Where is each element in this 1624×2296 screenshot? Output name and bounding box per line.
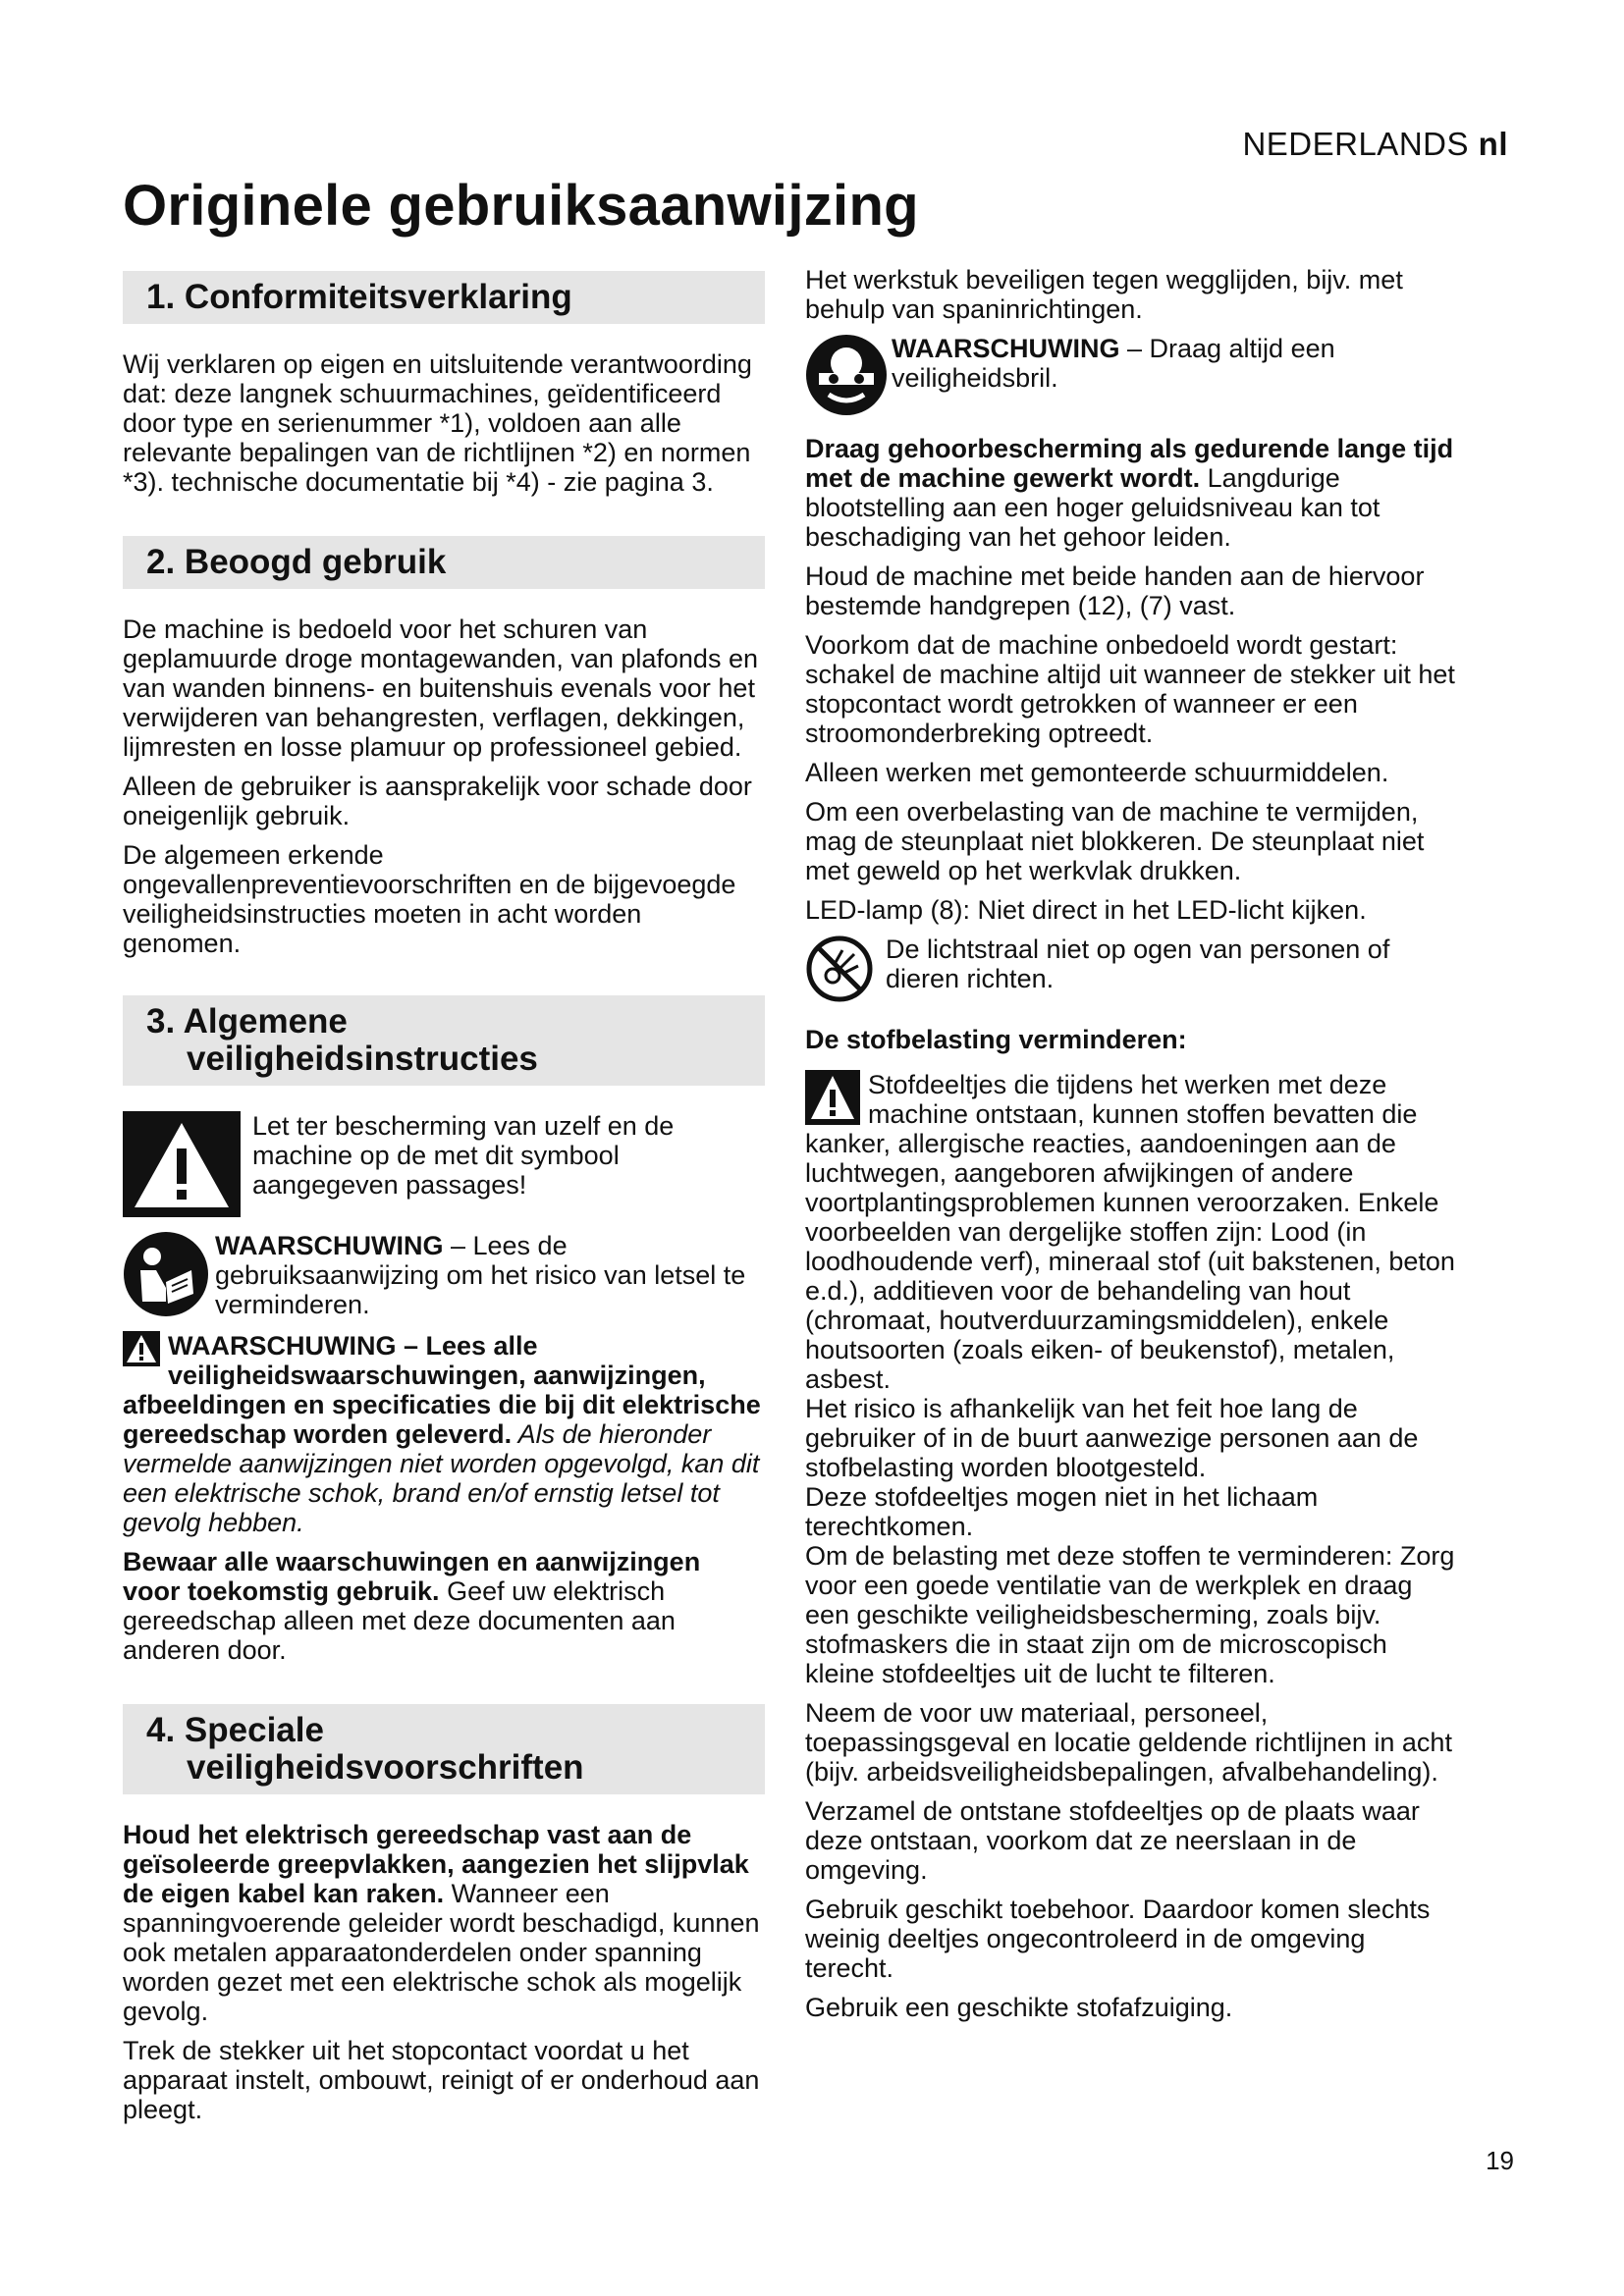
insulated-grip-bold: Houd het elektrisch gereedschap vast aan de geïsoleerde greepvlakken, aangezien het slijpvlak de eigen kabel kan raken. bbox=[123, 1820, 749, 1908]
read-manual-text bbox=[215, 1231, 765, 1319]
dust-text-1: Stofdeeltjes die tijdens het werken met deze machine ontstaan, kunnen stoffen bevatten die kanker, allergische reacties, aandoeningen aan de luchtwegen, aangeboren afwijkingen of andere voortplantingsproblemen kunnen veroorzaken. Enkele voorbeelden van dergelijke stoffen zijn: Lood (in loodhoudende verf), mineraal stof (uit bakstenen, beton e.d.), additieven voor de behandeling van hout (chromaat, houtverduurzamingsmiddelen), enkele houtsoorten (zoals eiken- of beukenstof), metalen, asbest. bbox=[805, 1070, 1455, 1394]
led-lamp-text: LED-lamp (8): Niet direct in het LED-licht kijken. bbox=[805, 895, 1367, 925]
left-column bbox=[123, 265, 765, 2134]
dust-text-2: Het risico is afhankelijk van het feit hoe lang de gebruiker of in de buurt aanwezige personen aan de stofbelasting worden blootgesteld. bbox=[805, 1394, 1419, 1482]
page-title: Originele gebruiksaanwijzing bbox=[123, 174, 919, 238]
no-light-in-eyes-icon bbox=[805, 934, 874, 1003]
read-manual-icon bbox=[123, 1231, 209, 1317]
hearing-protection-bold: Draag gehoorbescherming als gedurende lange tijd met de machine gewerkt wordt. bbox=[805, 434, 1454, 493]
liability-text: Alleen de gebruiker is aansprakelijk voor schade door oneigenlijk gebruik. bbox=[123, 772, 752, 830]
read-manual-bold: WAARSCHUWING bbox=[215, 1231, 444, 1260]
section-1-heading: 1. Conformiteitsverklaring bbox=[123, 271, 765, 324]
unplug-text: Trek de stekker uit het stopcontact voordat u het apparaat instelt, ombouwt, reinigt of er onderhoud aan pleegt. bbox=[123, 2036, 760, 2124]
both-hands-text: Houd de machine met beide handen aan de hiervoor bestemde handgrepen (12), (7) vast. bbox=[805, 561, 1425, 620]
insulated-grip-text bbox=[123, 1820, 765, 2026]
goggles-text bbox=[892, 334, 1457, 393]
keep-warnings-bold: Bewaar alle waarschuwingen en aanwijzingen voor toekomstig gebruik. bbox=[123, 1547, 701, 1606]
section-3-heading bbox=[123, 995, 765, 1086]
dust-extraction-text: Gebruik een geschikte stofafzuiging. bbox=[805, 1993, 1233, 2022]
overload-text: Om een overbelasting van de machine te vermijden, mag de steunplaat niet blokkeren. De steunplaat niet met geweld op het werkvlak drukken. bbox=[805, 797, 1425, 885]
collect-dust-text: Verzamel de ontstane stofdeeltjes op de plaats waar deze ontstaan, voorkom dat ze neerslaan in de omgeving. bbox=[805, 1796, 1420, 1885]
warning-triangle-icon bbox=[123, 1111, 241, 1217]
read-manual-rest: – Lees de gebruiksaanwijzing om het risico van letsel te verminderen. bbox=[215, 1231, 746, 1319]
goggles-bold: WAARSCHUWING bbox=[892, 334, 1120, 363]
all-warnings-bold: WAARSCHUWING – Lees alle veiligheidswaarschuwingen, aanwijzingen, afbeeldingen en specificaties die bij dit elektrische gereedschap worden geleverd. bbox=[123, 1331, 761, 1449]
secure-workpiece-text: Het werkstuk beveiligen tegen wegglijden, bijv. met behulp van spaninrichtingen. bbox=[805, 265, 1403, 324]
language-label bbox=[1242, 126, 1508, 163]
section-3-heading-line1: 3. Algemene bbox=[146, 1002, 348, 1041]
intended-use-text: De machine is bedoeld voor het schuren van geplamuurde droge montagewanden, van plafonds en van wanden binnens- en buitenshuis evenals voor het verwijderen van behangresten, verflagen, dekkingen, lijmresten en losse plamuur op professioneel gebied. bbox=[123, 614, 758, 762]
light-beam-text: De lichtstraal niet op ogen van personen of dieren richten. bbox=[886, 934, 1390, 993]
section-4-heading-line2: veiligheidsvoorschriften bbox=[187, 1748, 584, 1787]
keep-warnings-rest: Geef uw elektrisch gereedschap alleen met deze documenten aan anderen door. bbox=[123, 1576, 676, 1665]
section-2-heading: 2. Beoogd gebruik bbox=[123, 536, 765, 589]
guidelines-text: Neem de voor uw materiaal, personeel, toepassingsgeval en locatie geldende richtlijnen in acht (bijv. arbeidsveiligheidsbepalingen, afvalbehandeling). bbox=[805, 1698, 1452, 1787]
warning-small-icon-dust bbox=[805, 1070, 860, 1125]
dust-heading: De stofbelasting verminderen: bbox=[805, 1025, 1187, 1054]
conformity-text: Wij verklaren op eigen en uitsluitende verantwoording dat: deze langnek schuurmachines, geïdentificeerd door type en serienummer *1), voldoen aan alle relevante bepalingen van de richtlijnen *2) en normen *3). technische documentatie bij *4) - zie pagina 3. bbox=[123, 349, 752, 497]
warning-small-icon bbox=[123, 1331, 160, 1366]
section-3-heading-line2: veiligheidsinstructies bbox=[187, 1040, 538, 1078]
general-warning-text: Let ter bescherming van uzelf en de machine op de met dit symbool aangegeven passages! bbox=[252, 1111, 675, 1200]
section-4-heading-line1: 4. Speciale bbox=[146, 1711, 324, 1749]
all-warnings-text bbox=[123, 1331, 765, 1537]
light-beam-block bbox=[805, 934, 1457, 1003]
general-warning-block bbox=[123, 1111, 765, 1217]
hearing-protection-text bbox=[805, 434, 1457, 552]
goggles-block bbox=[805, 334, 1457, 416]
goggles-rest: – Draag altijd een veiligheidsbril. bbox=[892, 334, 1335, 393]
all-warnings-italic: Als de hieronder vermelde aanwijzingen niet worden opgevolgd, kan dit een elektrische schok, brand en/of ernstig letsel tot gevolg hebben. bbox=[123, 1419, 760, 1537]
dust-text-4: Om de belasting met deze stoffen te verminderen: Zorg voor een goede ventilatie van de werkplek en draag een geschikte veiligheidsbescherming, zoals bijv. stofmaskers die in staat zijn om de microscopisch kleine stofdeeltjes uit de lucht te filteren. bbox=[805, 1541, 1455, 1688]
right-column bbox=[805, 265, 1457, 2032]
dust-block bbox=[805, 1070, 1457, 1698]
dust-text-3: Deze stofdeeltjes mogen niet in het lichaam terechtkomen. bbox=[805, 1482, 1319, 1541]
hearing-protection-rest: Langdurige blootstelling aan een hoger geluidsniveau kan tot beschadiging van het gehoor leiden. bbox=[805, 463, 1380, 552]
keep-warnings-text bbox=[123, 1547, 765, 1665]
all-warnings-block bbox=[123, 1331, 765, 1547]
accessories-text: Gebruik geschikt toebehoor. Daardoor komen slechts weinig deeltjes ongecontroleerd in de omgeving terecht. bbox=[805, 1895, 1431, 1983]
insulated-grip-rest: Wanneer een spanningvoerende geleider wordt beschadigd, kunnen ook metalen apparaatonderdelen onder spanning worden gezet met een elektrische schok als mogelijk gevolg. bbox=[123, 1879, 760, 2026]
read-manual-block bbox=[123, 1231, 765, 1319]
page-number: 19 bbox=[1486, 2146, 1514, 2175]
language-code: nl bbox=[1478, 126, 1508, 162]
section-4-heading bbox=[123, 1704, 765, 1794]
unintended-start-text: Voorkom dat de machine onbedoeld wordt gestart: schakel de machine altijd uit wanneer de stekker uit het stopcontact wordt getrokken of wanneer er een stroomonderbreking optreedt. bbox=[805, 630, 1455, 748]
mounted-abrasives-text: Alleen werken met gemonteerde schuurmiddelen. bbox=[805, 758, 1389, 787]
accident-prevention-text: De algemeen erkende ongevallenpreventievoorschriften en de bijgevoegde veiligheidsinstructies moeten in acht worden genomen. bbox=[123, 840, 736, 958]
safety-goggles-icon bbox=[805, 334, 888, 416]
language-name: NEDERLANDS bbox=[1242, 126, 1469, 162]
